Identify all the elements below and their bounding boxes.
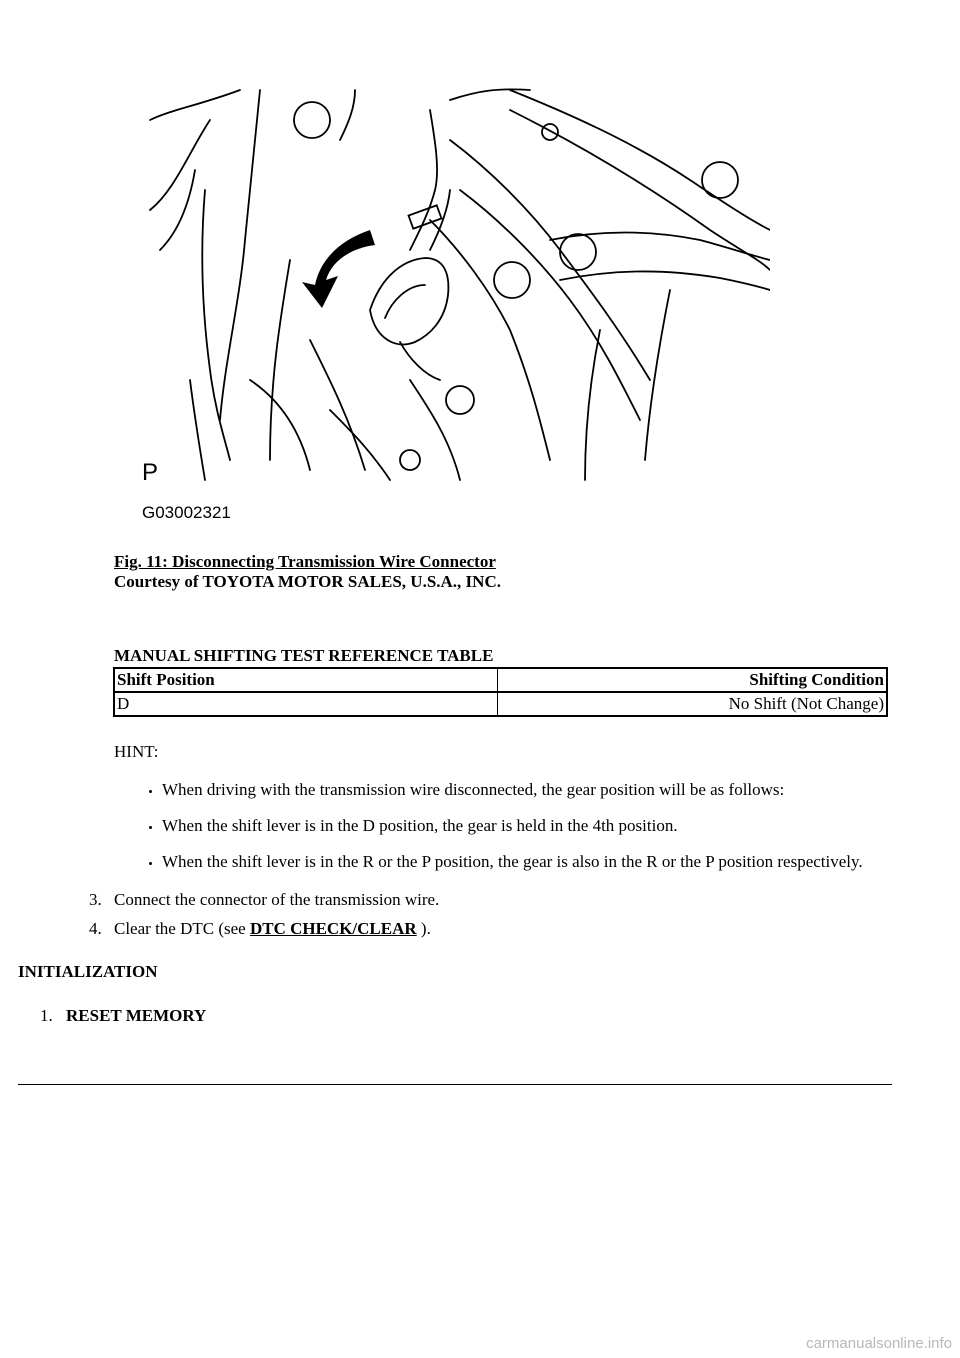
hint-list (135, 778, 882, 886)
reference-table (113, 667, 888, 717)
table-row (114, 692, 887, 716)
step-text: Connect the connector of the transmission wire. (114, 890, 440, 909)
step-text: Clear the DTC (see (114, 919, 250, 938)
horizontal-divider (18, 1084, 892, 1085)
table-cell-shift-position: D (114, 692, 498, 716)
figure-title: Fig. 11: Disconnecting Transmission Wire Connector (114, 552, 496, 571)
hint-label: HINT: (114, 742, 159, 761)
step-number: 4. (89, 919, 102, 938)
step-number: 3. (89, 890, 102, 909)
step-text-after: ). (416, 919, 431, 938)
figure-caption (114, 552, 501, 592)
section-title: INITIALIZATION (18, 962, 158, 981)
section-item-number: 1. (40, 1006, 53, 1025)
watermark: carmanualsonline.info (806, 1335, 952, 1352)
table-title: MANUAL SHIFTING TEST REFERENCE TABLE (114, 646, 494, 665)
figure-courtesy: Courtesy of TOYOTA MOTOR SALES, U.S.A., INC. (114, 572, 501, 591)
list-item: • When the shift lever is in the D position, the gear is held in the 4th position. (162, 814, 882, 837)
section-item-text: RESET MEMORY (66, 1006, 207, 1025)
figure-label: P (142, 459, 159, 486)
section-item (40, 1006, 206, 1026)
table-cell-shifting-condition: No Shift (Not Change) (728, 694, 884, 713)
table-header-shifting-condition: Shifting Condition (498, 668, 888, 692)
step-4 (89, 919, 431, 939)
step-3 (89, 890, 439, 910)
list-item: • When driving with the transmission wire disconnected, the gear position will be as follows: (162, 778, 882, 801)
figure-illustration (130, 80, 770, 530)
dtc-check-clear-link[interactable]: DTC CHECK/CLEAR (249, 919, 417, 938)
list-item: • When the shift lever is in the R or the P position, the gear is also in the R or the P position respectively. (162, 850, 882, 873)
table-header-row (114, 668, 887, 692)
transmission-connector-drawing (130, 80, 770, 530)
table-header-shift-position: Shift Position (114, 668, 498, 692)
figure-code: G03002321 (142, 503, 231, 522)
